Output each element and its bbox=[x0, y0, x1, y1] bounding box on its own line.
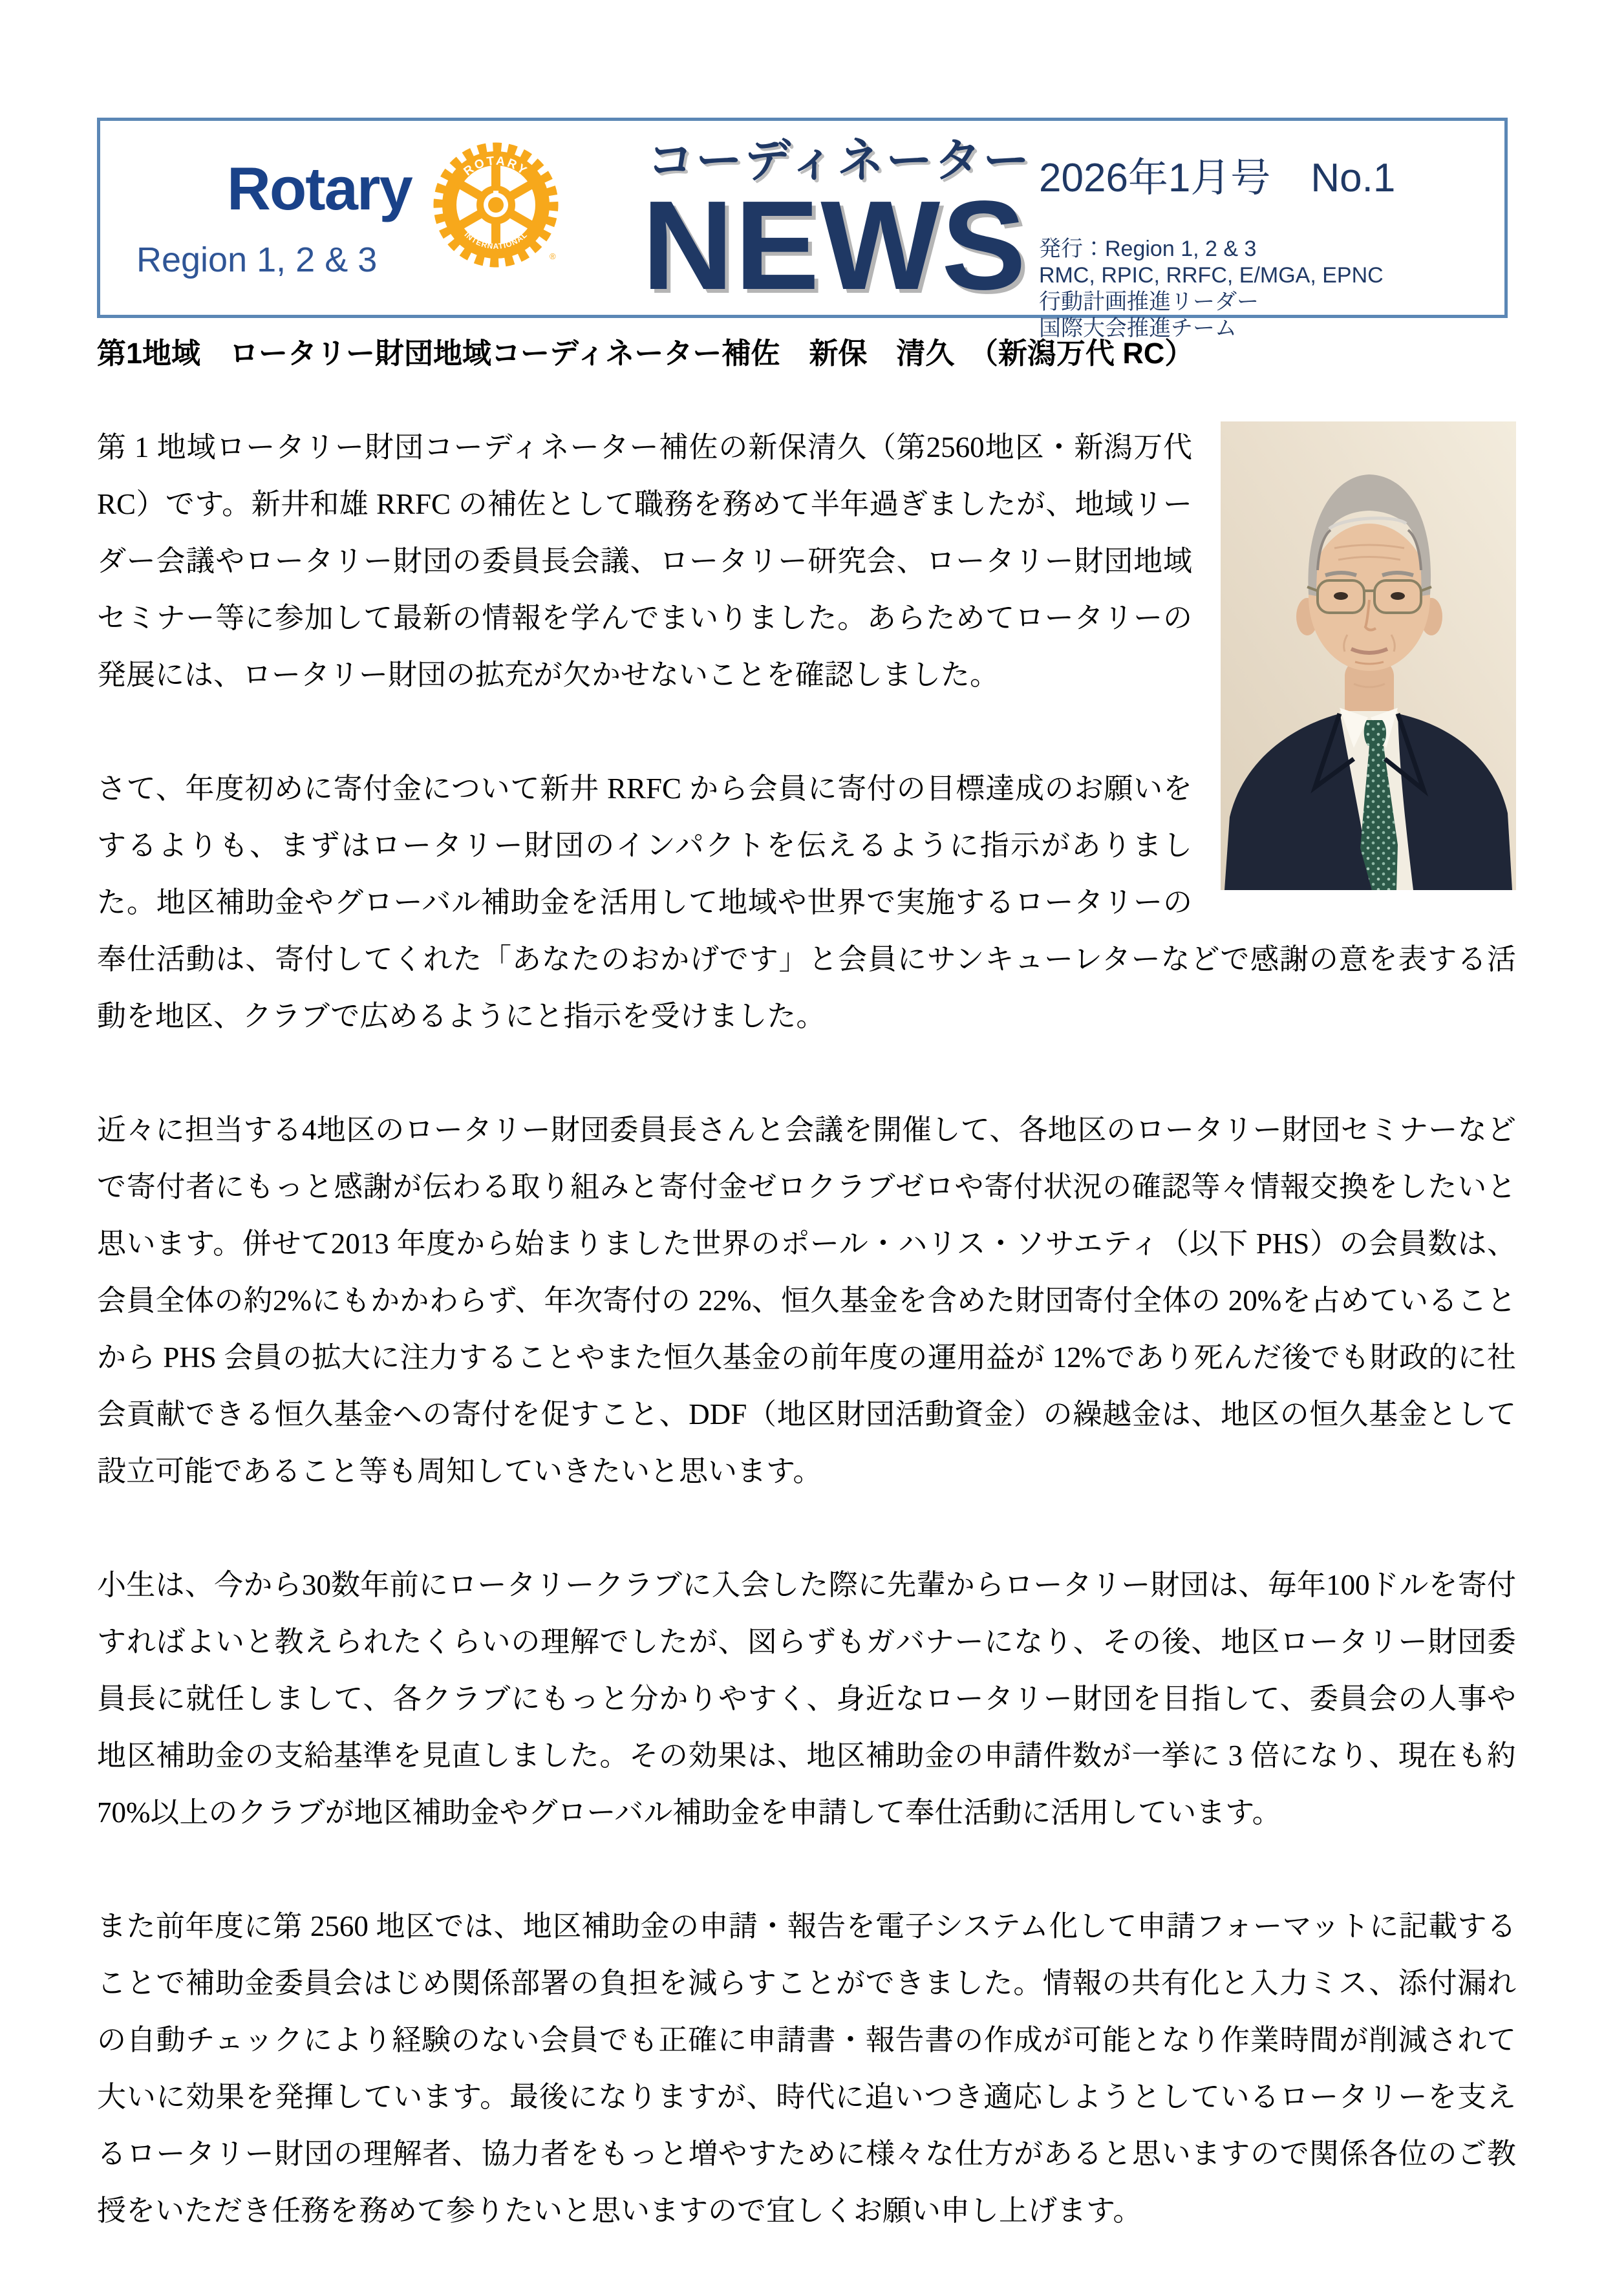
publisher-line: RMC, RPIC, RRFC, E/MGA, EPNC bbox=[1039, 263, 1384, 288]
article-paragraph: さて、年度初めに寄付金について新井 RRFC から会員に寄付の目標達成のお願いをするよりも、まずはロータリー財団のインパクトを伝えるように指示がありました。地区補助金やグローバル補助金を活用して地域や世界で実施するロータリーの奉仕活動は、寄付してくれた「あなたのおかげです」と会員にサンキューレターなどで感謝の意を表する活動を地区、クラブで広めるようにと指示を受けました。 bbox=[97, 772, 1516, 1032]
rotary-logo-wordmark: Rotary bbox=[227, 154, 412, 222]
article-paragraph: 近々に担当する4地区のロータリー財団委員長さんと会議を開催して、各地区のロータリー財団セミナーなどで寄付者にもっと感謝が伝わる取り組みと寄付金ゼロクラブゼロや寄付状況の確認等々情報交換をしたいと思います。併せて2013 年度から始まりました世界のポール・ハリス・ソサエティ（以下 PHS）の会員数は、会員全体の約2%にもかかわらず、年次寄付の 22%、恒久基金を含めた財団寄付全体の 20%を占めていることから PHS 会員の拡大に注力することやまた恒久基金の前年度の運用益が 12%であり死んだ後でも財政的に社会貢献できる恒久基金への寄付を促すこと、DDF（地区財団活動資金）の繰越金は、地区の恒久基金として設立可能であること等も周知していきたいと思います。 bbox=[97, 1114, 1516, 1487]
masthead-news-title: NEWS bbox=[642, 175, 1027, 316]
article-title: 第1地域 ロータリー財団地域コーディネーター補佐 新保 清久 （新潟万代 RC） bbox=[97, 337, 1194, 370]
article-paragraph: また前年度に第 2560 地区では、地区補助金の申請・報告を電子システム化して申請フォーマットに記載することで補助金委員会はじめ関係部署の負担を減らすことができました。情報の共有化と入力ミス、添付漏れの自動チェックにより経験のない会員でも正確に申請書・報告書の作成が可能となり作業時間が削減されて大いに効果を発揮しています。最後になりますが、時代に追いつき適応しようとしているロータリーを支えるロータリー財団の理解者、協力者をもっと増やすために様々な仕方があると思いますので関係各位のご教授をいただき任務を務めて参りたいと思いますので宜しくお願い申し上げます。 bbox=[97, 1910, 1516, 2227]
masthead-header bbox=[97, 118, 1508, 341]
article-paragraph: 小生は、今から30数年前にロータリークラブに入会した際に先輩からロータリー財団は、毎年100ドルを寄付すればよいと教えられたくらいの理解でしたが、図らずもガバナーになり、その後、地区ロータリー財団委員長に就任しまして、各クラブにもっと分かりやすく、身近なロータリー財団を目指して、委員会の人事や地区補助金の支給基準を見直しました。その効果は、地区補助金の申請件数が一挙に 3 倍になり、現在も約 70%以上のクラブが地区補助金やグローバル補助金を申請して奉仕活動に活用しています。 bbox=[97, 1569, 1516, 1829]
wheel-text-top: ROTARY bbox=[461, 154, 531, 179]
publisher-info bbox=[1039, 236, 1384, 342]
publisher-line: 行動計画推進リーダー bbox=[1039, 290, 1259, 314]
issue-number: 2026年1月号 No.1 bbox=[1039, 156, 1396, 200]
registered-mark: ® bbox=[550, 251, 556, 261]
masthead-kana-title: コーディネーター bbox=[647, 135, 1032, 187]
article bbox=[97, 335, 1516, 2296]
publisher-line: 発行：Region 1, 2 & 3 bbox=[1039, 237, 1257, 261]
wheel-text-bottom: INTERNATIONAL bbox=[462, 229, 529, 251]
rotary-region-label: Region 1, 2 & 3 bbox=[136, 240, 378, 279]
article-paragraph: 第 1 地域ロータリー財団コーディネーター補佐の新保清久（第2560地区・新潟万代RC）です。新井和雄 RRFC の補佐として職務を務めて半年過ぎましたが、地域リーダー会議やロータリー財団の委員長会議、ロータリー研究会、ロータリー財団地域セミナー等に参加して最新の情報を学んでまいりました。あらためてロータリーの発展には、ロータリー財団の拡充が欠かせないことを確認しました。 bbox=[97, 431, 1192, 691]
article-body bbox=[97, 419, 1516, 2239]
rotary-wheel-icon bbox=[431, 140, 561, 270]
publisher-line: 国際大会推進チーム bbox=[1039, 316, 1237, 341]
portrait-photo bbox=[1221, 421, 1516, 890]
